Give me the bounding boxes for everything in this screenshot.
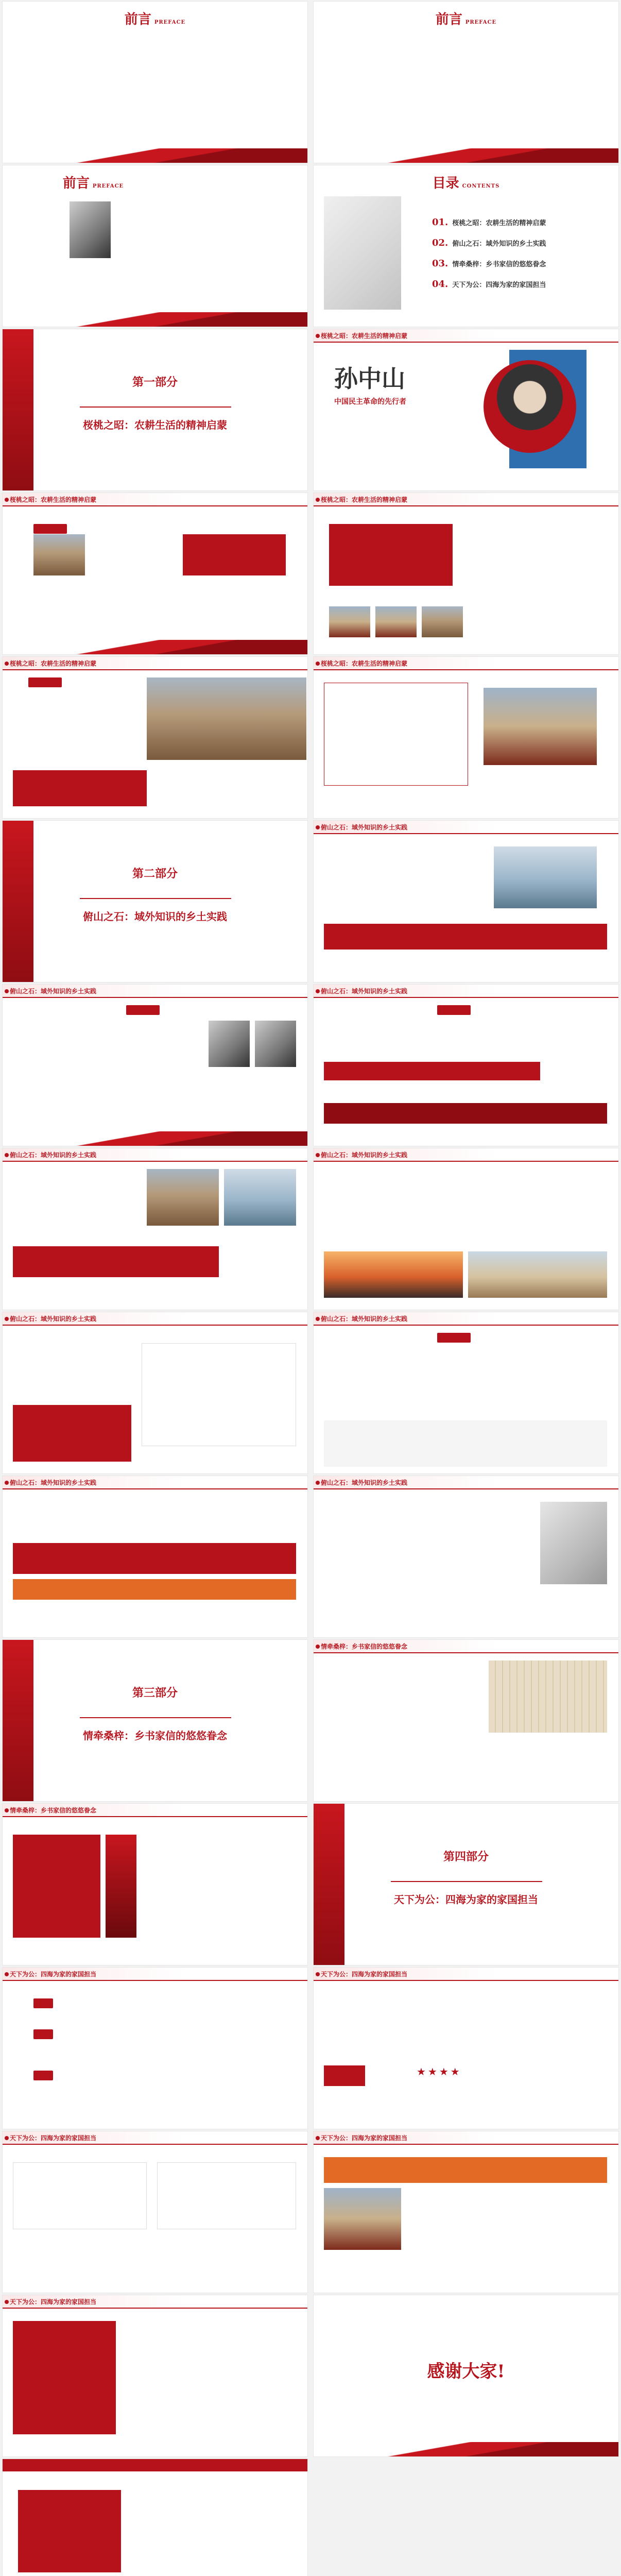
rating-stars: ★★★★: [417, 2065, 462, 2078]
slide-3a: 情牵桑梓：乡书家信的悠悠眷念: [313, 1639, 619, 1802]
slide-4a: 天下为公：四海为家的家国担当: [2, 1967, 308, 2129]
preface-text: [33, 43, 281, 50]
slide-2e: 俯山之石：域外知识的乡土实践: [313, 1148, 619, 1310]
slide-1d: 桜桃之昭：农耕生活的精神启蒙: [313, 656, 619, 819]
header-bar: 桜桃之昭：农耕生活的精神启蒙: [314, 329, 618, 343]
red-wave-decoration: [314, 148, 618, 163]
sun-portrait: [484, 360, 576, 453]
red-wave-decoration: [3, 312, 307, 327]
part1-number: 第一部分: [132, 376, 178, 389]
part4-number: 第四部分: [443, 1850, 489, 1863]
slide-preface-1: [2, 1, 308, 163]
slide-4d: 天下为公：四海为家的家国担当: [313, 2131, 619, 2293]
slide-part2: [2, 820, 308, 982]
sun-name: 孙中山: [334, 365, 405, 393]
faded-portrait: [324, 196, 401, 310]
slide-preface-3: [2, 165, 308, 327]
toc-item-3[interactable]: 03. 情牵桑梓：乡书家信的悠悠眷念: [432, 258, 546, 269]
slide-contents: [313, 165, 619, 327]
toc-item-4[interactable]: 04. 天下为公：四海为家的家国担当: [432, 279, 546, 290]
slide-2c: 俯山之石：域外知识的乡土实践: [313, 984, 619, 1146]
red-callout: [329, 524, 453, 586]
red-side-band: [3, 329, 33, 491]
sun-subtitle: 中国民主革命的先行者: [334, 398, 406, 406]
part2-title: 俯山之石：域外知识的乡土实践: [83, 910, 227, 923]
slide-2a: 俯山之石：域外知识的乡土实践: [313, 820, 619, 982]
slide-2b: 俯山之石：域外知识的乡土实践: [2, 984, 308, 1146]
part3-number: 第三部分: [132, 1686, 178, 1700]
part4-title: 天下为公：四海为家的家国担当: [394, 1893, 538, 1906]
slide-4e: 天下为公：四海为家的家国担当: [2, 2295, 308, 2457]
slide-3b: 情牵桑梓：乡书家信的悠悠眷念: [2, 1803, 308, 1965]
slide-thanks: [313, 2295, 619, 2457]
thanks-title: 感谢大家!: [427, 2361, 505, 2382]
slide-part1: [2, 329, 308, 491]
red-wave-decoration: [3, 148, 307, 163]
slide-preface-2: [313, 1, 619, 163]
slide-2f: 俯山之石：域外知识的乡土实践: [2, 1312, 308, 1474]
part1-title: 桜桃之昭：农耕生活的精神启蒙: [83, 419, 227, 431]
label-tag: [33, 524, 67, 534]
slide-2g: 俯山之石：域外知识的乡土实践: [313, 1312, 619, 1474]
slide-2h: 俯山之石：域外知识的乡土实践: [2, 1476, 308, 1638]
slide-1c: 桜桃之昭：农耕生活的精神启蒙: [2, 656, 308, 819]
slide-1a: 桜桃之昭：农耕生活的精神启蒙: [2, 493, 308, 655]
part3-title: 情牵桑梓：乡书家信的悠悠眷念: [83, 1730, 227, 1742]
slide-2i: 俯山之石：域外知识的乡土实践: [313, 1476, 619, 1638]
photo: [33, 534, 85, 575]
slide-4f: [2, 2459, 308, 2576]
toc-item-1[interactable]: 01. 桜桃之昭：农耕生活的精神启蒙: [432, 217, 546, 228]
slide-sun-intro: [313, 329, 619, 491]
divider: [80, 406, 231, 408]
slide-part4: [313, 1803, 619, 1965]
red-callout: [183, 534, 286, 575]
preface-title: 前言 PREFACE: [62, 176, 124, 191]
contents-title: 目录 CONTENTS: [432, 176, 500, 191]
part2-number: 第二部分: [132, 867, 178, 880]
slide-part3: [2, 1639, 308, 1802]
slide-2d: 俯山之石：域外知识的乡土实践: [2, 1148, 308, 1310]
slide-1b: 桜桃之昭：农耕生活的精神启蒙: [313, 493, 619, 655]
slide-4c: 天下为公：四海为家的家国担当: [2, 2131, 308, 2293]
slide-4b: 天下为公：四海为家的家国担当 ★★★★: [313, 1967, 619, 2129]
preface-title: 前言 PREFACE: [435, 12, 497, 27]
portrait-photo: [70, 201, 111, 258]
preface-title: 前言 PREFACE: [124, 12, 186, 27]
toc-item-2[interactable]: 02. 俯山之石：域外知识的乡土实践: [432, 238, 546, 248]
